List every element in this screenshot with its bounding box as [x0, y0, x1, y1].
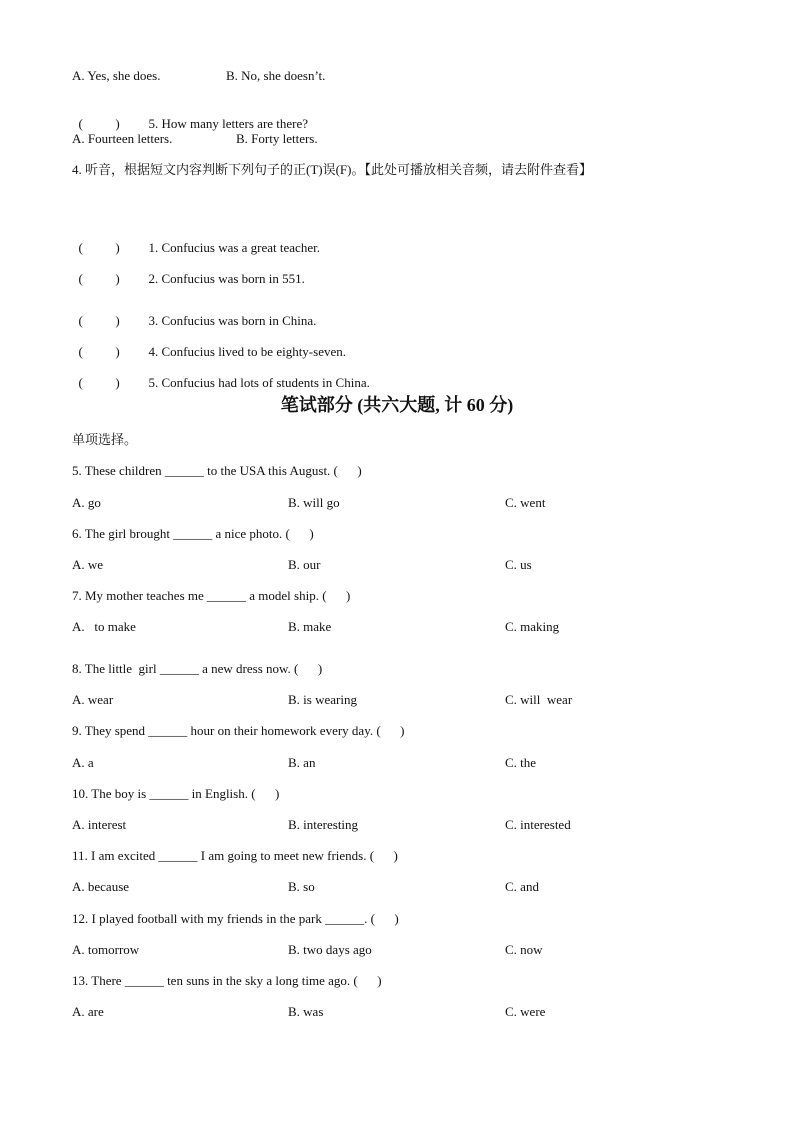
option-b: B. interesting — [288, 817, 359, 832]
option-c: C. the — [505, 755, 537, 770]
option-a: A. to make — [72, 619, 136, 634]
option-c: C. us — [505, 557, 532, 572]
option-a: A. wear — [72, 692, 114, 707]
tf-item — [72, 224, 320, 256]
question-stem: 8. The little girl ______ a new dress now. ( ) — [72, 661, 323, 676]
option-a: A. Fourteen letters. — [72, 131, 173, 146]
answer-blank: ( ) — [78, 116, 120, 131]
tf-item — [72, 328, 346, 360]
answer-blank: ( ) — [78, 344, 120, 359]
option-a: A. because — [72, 879, 130, 894]
question-stem: 9. They spend ______ hour on their homework every day. ( ) — [72, 723, 405, 738]
option-c: C. making — [505, 619, 560, 634]
option-c: C. will wear — [505, 692, 573, 707]
option-b: B. make — [288, 619, 332, 634]
option-b: B. two days ago — [288, 942, 372, 957]
option-b: B. so — [288, 879, 315, 894]
tf-item — [72, 359, 370, 391]
answer-blank: ( ) — [78, 375, 120, 390]
tf-item — [72, 255, 305, 287]
option-b: B. was — [288, 1004, 324, 1019]
question-stem: 12. I played football with my friends in the park ______. ( ) — [72, 911, 399, 926]
section4-instruction: 4. 听音，根据短文内容判断下列句子的正(T)误(F)。【此处可播放相关音频，请去附件查看】 — [72, 162, 592, 177]
option-b: B. an — [288, 755, 316, 770]
answer-blank: ( ) — [78, 271, 120, 286]
answer-blank: ( ) — [78, 313, 120, 328]
option-c: C. went — [505, 495, 546, 510]
written-section-heading: 笔试部分 (共六大题, 计 60 分) — [280, 395, 514, 415]
question-stem: 10. The boy is ______ in English. ( ) — [72, 786, 280, 801]
statement-text: 5. Confucius had lots of students in China. — [148, 375, 370, 390]
option-a: A. are — [72, 1004, 104, 1019]
option-a: A. interest — [72, 817, 127, 832]
option-c: C. and — [505, 879, 539, 894]
statement-text: 4. Confucius lived to be eighty-seven. — [148, 344, 346, 359]
question-stem: 7. My mother teaches me ______ a model ship. ( ) — [72, 588, 351, 603]
question-text: 5. How many letters are there? — [148, 116, 309, 131]
option-b: B. our — [288, 557, 321, 572]
option-a: A. tomorrow — [72, 942, 140, 957]
option-a: A. we — [72, 557, 104, 572]
statement-text: 2. Confucius was born in 551. — [148, 271, 305, 286]
statement-text: 1. Confucius was a great teacher. — [148, 240, 320, 255]
option-a: A. a — [72, 755, 94, 770]
option-a: A. Yes, she does. — [72, 68, 161, 83]
listening-q5 — [72, 100, 308, 132]
section-label: 单项选择。 — [72, 432, 138, 447]
option-b: B. is wearing — [288, 692, 357, 707]
tf-item — [72, 297, 316, 329]
question-stem: 6. The girl brought ______ a nice photo. ( ) — [72, 526, 314, 541]
option-b: B. No, she doesn’t. — [226, 68, 326, 83]
statement-text: 3. Confucius was born in China. — [148, 313, 317, 328]
answer-blank: ( ) — [78, 240, 120, 255]
option-c: C. interested — [505, 817, 571, 832]
option-c: C. were — [505, 1004, 546, 1019]
question-stem: 13. There ______ ten suns in the sky a long time ago. ( ) — [72, 973, 382, 988]
option-b: B. Forty letters. — [236, 131, 318, 146]
option-b: B. will go — [288, 495, 340, 510]
question-stem: 5. These children ______ to the USA this August. ( ) — [72, 463, 362, 478]
option-a: A. go — [72, 495, 101, 510]
option-c: C. now — [505, 942, 543, 957]
question-stem: 11. I am excited ______ I am going to meet new friends. ( ) — [72, 848, 398, 863]
